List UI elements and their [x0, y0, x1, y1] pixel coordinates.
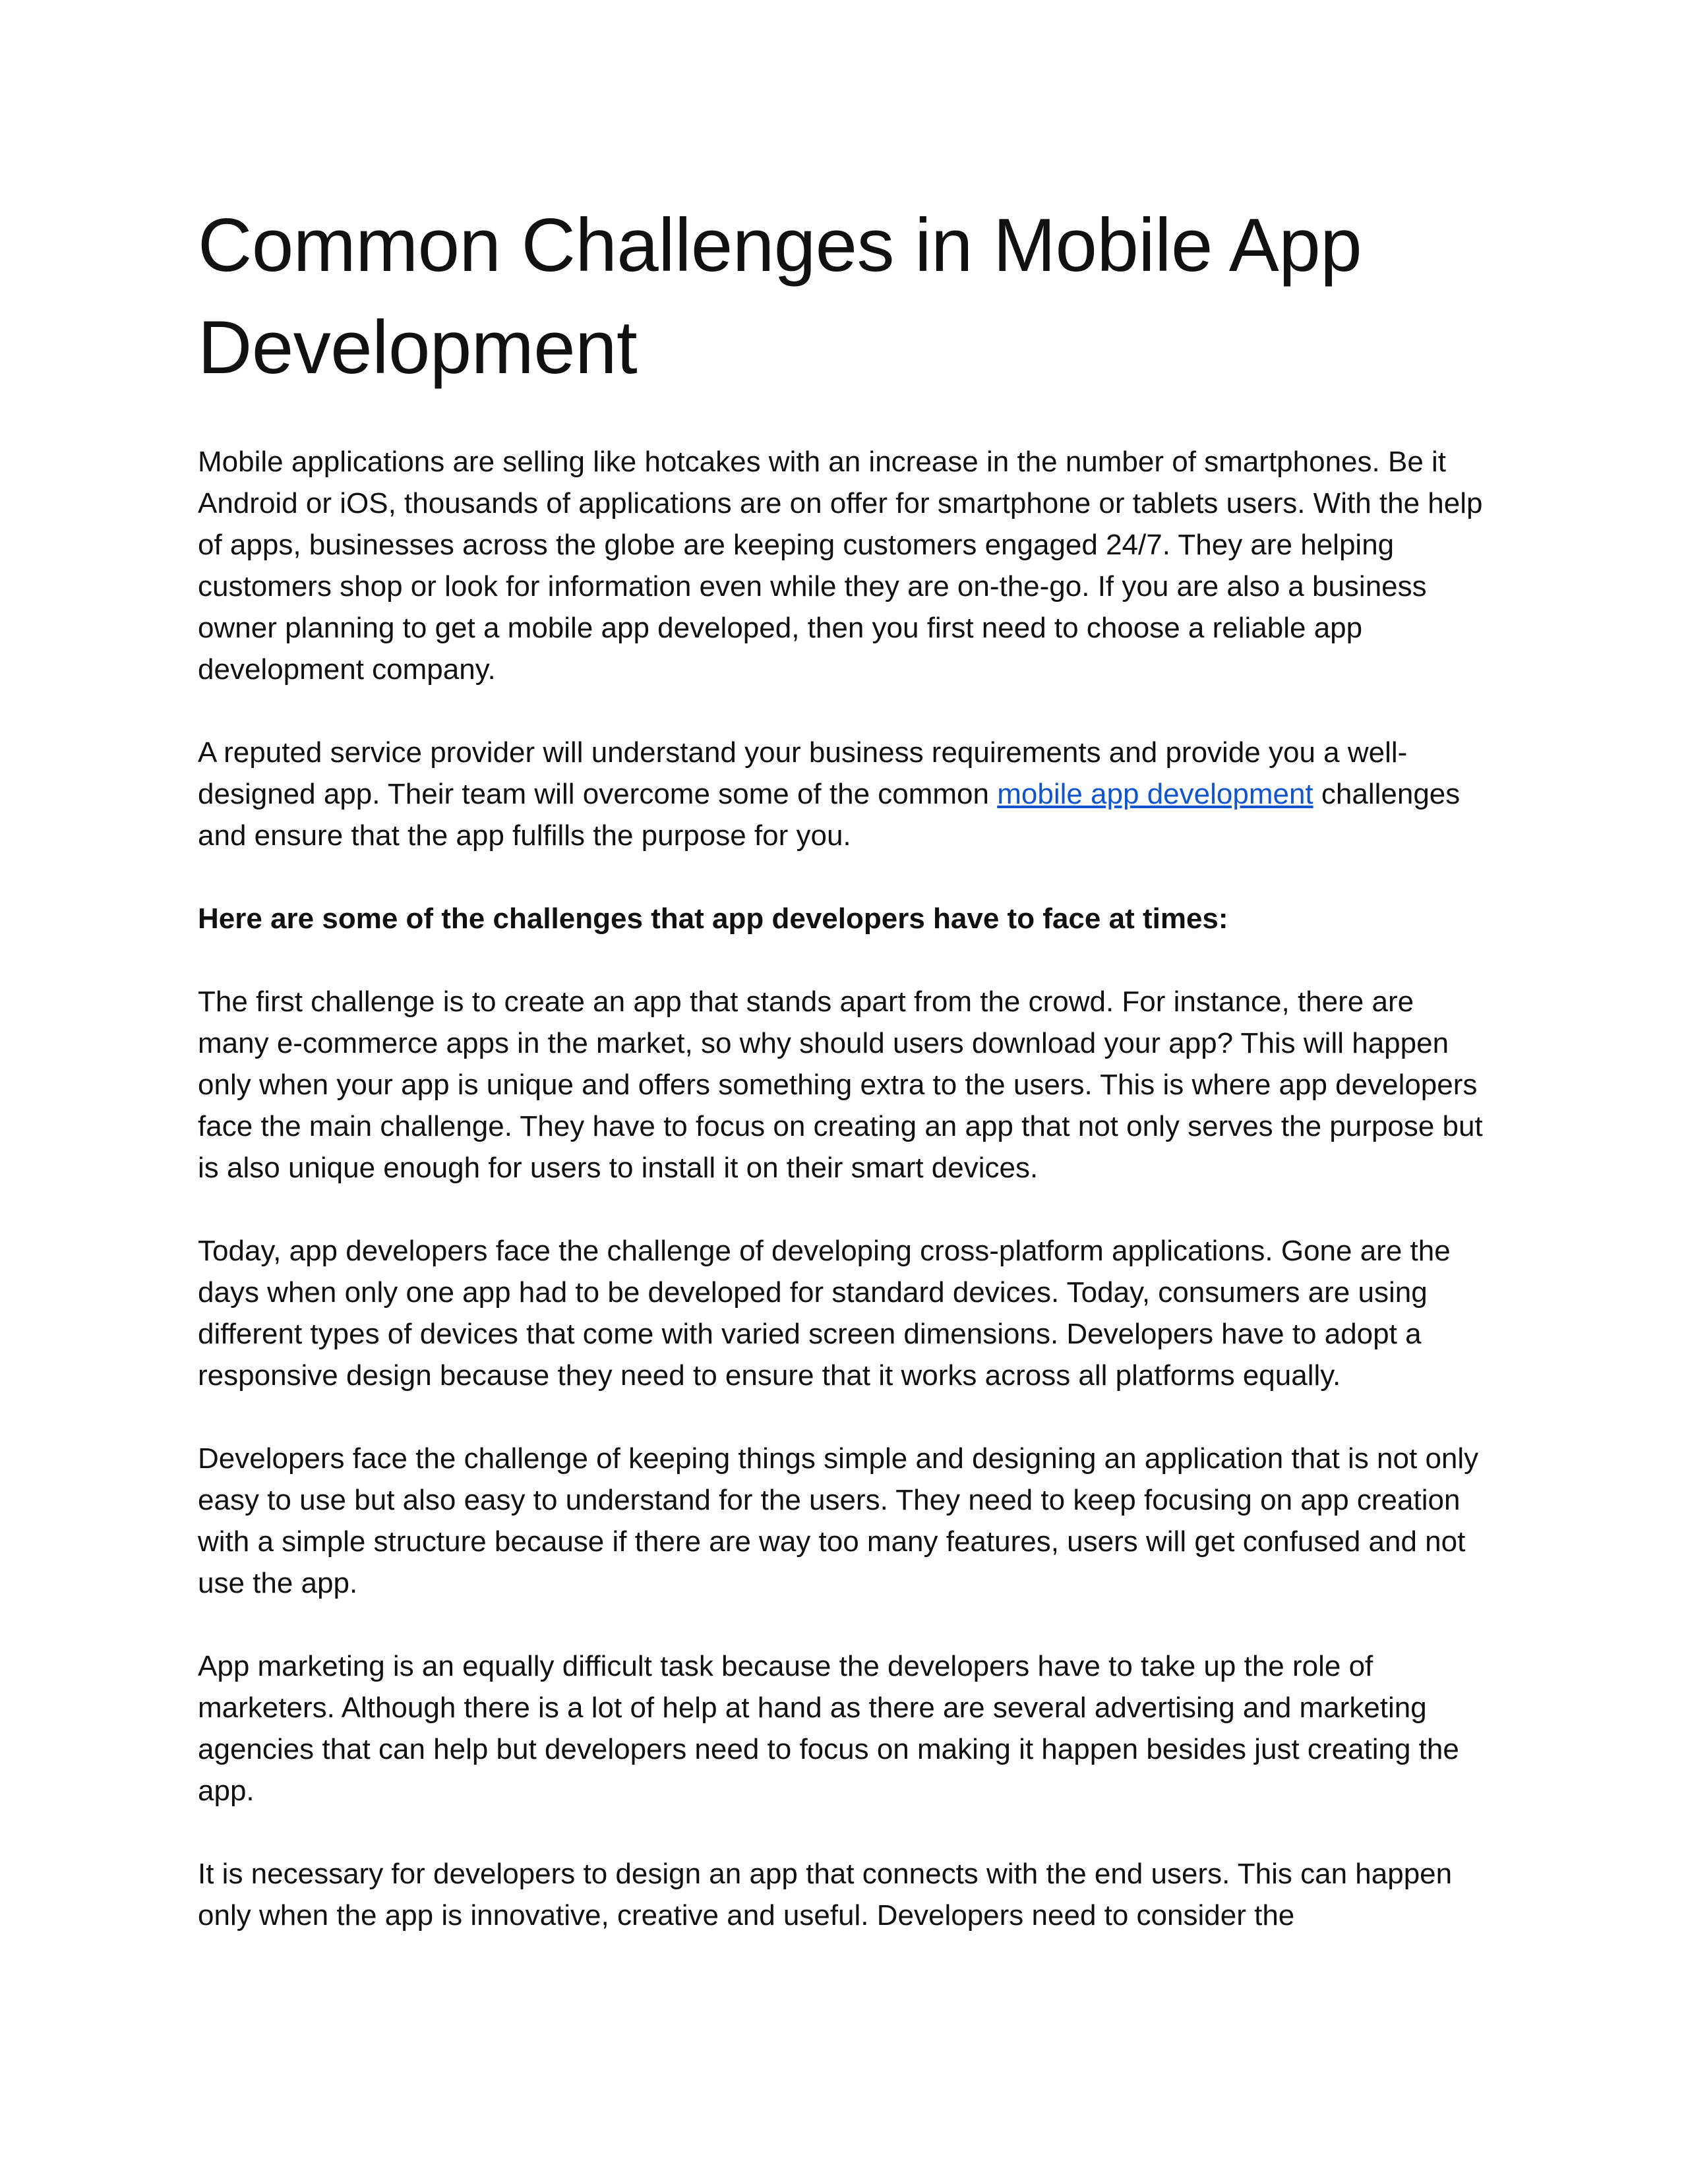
paragraph-unique-app: The first challenge is to create an app that stands apart from the crowd. For instance, there are many e-commerce apps in the market, so why should users download your app? This will happen only when your app is unique and offers something extra to the users. This is where app developers face the main challenge. They have to focus on creating an app that not only serves the purpose but is also unique enough for users to install it on their smart devices. [198, 986, 1483, 1184]
paragraph-intro: Mobile applications are selling like hotcakes with an increase in the number of smartphones. Be it Android or iOS, thousands of applications are on offer for smartphone or tablets users. With the help of apps, businesses across the globe are keeping customers engaged 24/7. They are helping customers shop or look for information even while they are on-the-go. If you are also a business owner planning to get a mobile app developed, then you first need to choose a reliable app development company. [198, 446, 1483, 686]
spacer [198, 1189, 1490, 1230]
mobile-app-development-link[interactable]: mobile app development [997, 778, 1313, 810]
paragraph-simplicity: Developers face the challenge of keeping things simple and designing an application that is not only easy to use but also easy to understand for the users. They need to keep focusing on app creation with a simple structure because if there are way too many features, users will get confused and not use the app. [198, 1442, 1479, 1599]
paragraph-end-users: It is necessary for developers to design an app that connects with the end users. This can happen only when the app is innovative, creative and useful. Developers need to consider the [198, 1858, 1453, 1932]
spacer [198, 690, 1490, 732]
spacer [198, 399, 1490, 441]
spacer [198, 1812, 1490, 1853]
paragraph-app-marketing: App marketing is an equally difficult task because the developers have to take up the role of marketers. Although there is a lot of help at hand as there are several advertising and marketing agencies that can help but developers need to focus on making it happen besides just creating the app. [198, 1650, 1459, 1807]
spacer [198, 1604, 1490, 1645]
spacer [198, 939, 1490, 981]
paragraph-cross-platform: Today, app developers face the challenge of developing cross-platform applications. Gone are the days when only one app had to be developed for standard devices. Today, consumers are using different types of devices that come with varied screen dimensions. Developers have to adopt a responsive design because they need to ensure that it works across all platforms equally. [198, 1235, 1451, 1392]
paragraph-text: A reputed service provider will understand your business requirements and provide you a well-designed app. Their team will overcome some of the common [198, 736, 1408, 810]
document-body [198, 194, 1490, 1936]
spacer [198, 1396, 1490, 1438]
spacer [198, 856, 1490, 898]
paragraph-service-provider [198, 732, 1490, 856]
document-title: Common Challenges in Mobile App Development [198, 204, 1362, 390]
challenges-heading: Here are some of the challenges that app developers have to face at times: [198, 902, 1228, 935]
paragraph-text: challenges and ensure that the app fulfills the purpose for you. [198, 778, 1461, 852]
